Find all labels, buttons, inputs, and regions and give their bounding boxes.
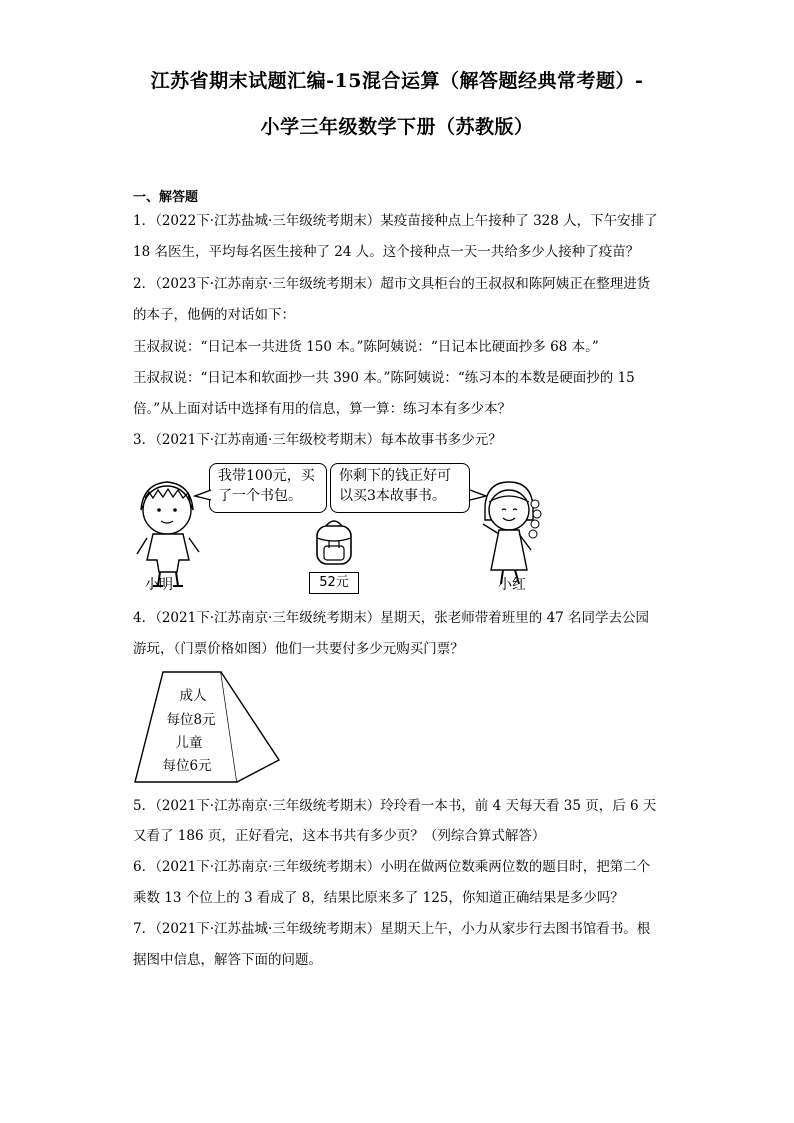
page-title-line-2: 小学三年级数学下册（苏教版）	[260, 116, 534, 138]
speech-bubble-right	[330, 463, 470, 513]
sign-line-adult-price: 每位8元	[166, 712, 216, 728]
question-4-line-1: 4．（2021下·江苏南京·三年级统考期末）星期天，张老师带着班里的 47 名同学去公园	[133, 610, 650, 626]
section-heading: 一、解答题	[133, 190, 199, 205]
question-3-line-1: 3．（2021下·江苏南通·三年级校考期末）每本故事书多少元？	[133, 432, 502, 448]
question-1-line-1: 1．（2022下·江苏盐城·三年级统考期末）某疫苗接种点上午接种了 328 人，下午安排了	[133, 213, 658, 229]
question-2-line-1: 2．（2023下·江苏南京·三年级统考期末）超市文具柜台的王叔叔和陈阿姨正在整理进货	[133, 276, 651, 292]
sign-line-adult: 成人	[179, 688, 207, 704]
question-2-line-2: 的本子，他俩的对话如下：	[133, 307, 295, 323]
question-2-line-3: 王叔叔说：“日记本一共进货 150 本。”陈阿姨说：“日记本比硬面抄多 68 本。”	[133, 339, 599, 355]
speech-right-line-1: 你剩下的钱正好可	[339, 468, 451, 484]
question-7-line-1: 7．（2021下·江苏盐城·三年级统考期末）星期天上午，小力从家步行去图书馆看书。根	[133, 921, 651, 937]
backpack-icon	[311, 518, 357, 566]
ticket-price-sign	[133, 670, 283, 786]
question-1-line-2: 18 名医生，平均每名医生接种了 24 人。这个接种点一天一共给多少人接种了疫苗？	[133, 244, 640, 260]
question-6-line-1: 6．（2021下·江苏南京·三年级统考期末）小明在做两位数乘两位数的题目时，把第二个	[133, 859, 651, 875]
sign-line-child: 儿童	[175, 735, 203, 751]
question-5-line-2: 又看了 186 页，正好看完，这本书共有多少页？（列综合算式解答）	[133, 828, 546, 844]
speech-left-line-2: 了一个书包。	[218, 488, 302, 504]
question-5-line-1: 5．（2021下·江苏南京·三年级统考期末）玲玲看一本书，前 4 天每天看 35 页，后 6 天	[133, 798, 657, 814]
speech-tail-left-icon	[193, 488, 213, 502]
question-6-line-2: 乘数 13 个位上的 3 看成了 8，结果比原来多了 125，你知道正确结果是多少吗？	[133, 890, 624, 906]
question-2-line-5: 倍。”从上面对话中选择有用的信息，算一算：练习本有多少本？	[133, 401, 512, 417]
question-3-figure	[133, 458, 553, 598]
question-2-line-4: 王叔叔说：“日记本和软面抄一共 390 本。”陈阿姨说：“练习本的本数是硬面抄的 15	[133, 370, 635, 386]
sign-line-child-price: 每位6元	[162, 758, 212, 774]
question-4-line-2: 游玩，（门票价格如图）他们一共要付多少元购买门票？	[133, 641, 464, 657]
speech-left-line-1: 我带100元，买	[218, 468, 315, 484]
boy-name-label: 小明	[145, 577, 173, 593]
speech-bubble-left	[209, 463, 327, 513]
girl-name-label: 小红	[498, 577, 526, 593]
question-7-line-2: 据图中信息，解答下面的问题。	[133, 952, 322, 968]
backpack-price-tag: 52元	[309, 572, 359, 594]
page-title-line-1: 江苏省期末试题汇编-15混合运算（解答题经典常考题）-	[150, 70, 644, 92]
speech-right-line-2: 以买3本故事书。	[339, 488, 446, 504]
